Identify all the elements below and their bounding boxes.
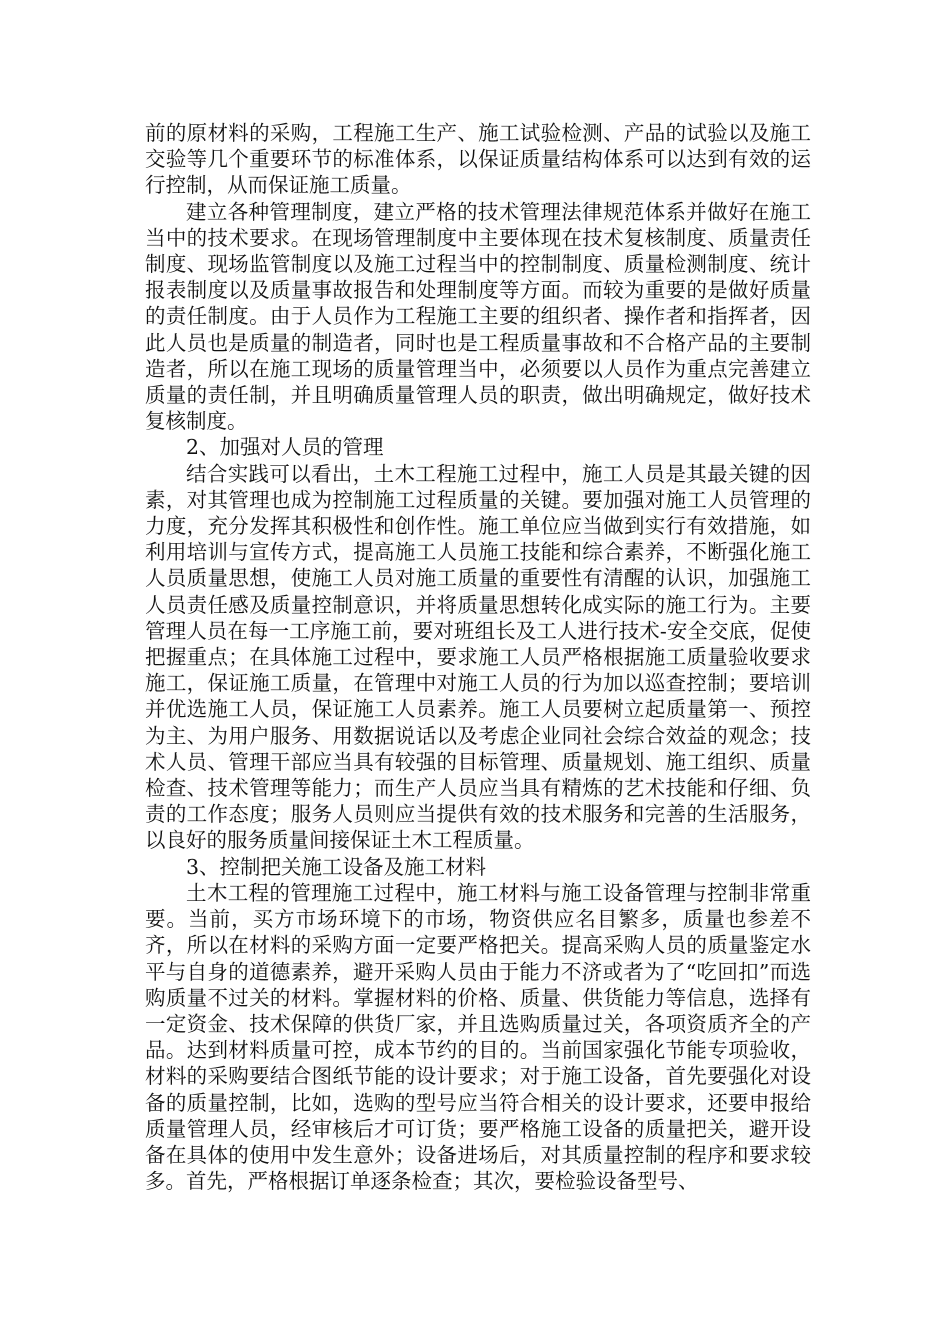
paragraph-personnel: 结合实践可以看出，土木工程施工过程中，施工人员是其最关键的因素，对其管理也成为控制施工过程质量的关键。要加强对施工人员管理的力度，充分发挥其积极性和创作性。施工单位应当做到实行有效措施，如利用培训与宣传方式，提高施工人员施工技能和综合素养，不断强化施工人员质量思想，使施工人员对施工质量的重要性有清醒的认识，加强施工人员责任感及质量控制意识，并将质量思想转化成实际的施工行为。主要管理人员在每一工序施工前，要对班组长及工人进行技术-安全交底，促使把握重点；在具体施工过程中，要求施工人员严格根据施工质量验收要求施工，保证施工质量，在管理中对施工人员的行为加以巡查控制；要培训并优选施工人员，保证施工人员素养。施工人员要树立起质量第一、预控为主、为用户服务、用数据说话以及考虑企业同社会综合效益的观念；技术人员、管理干部应当具有较强的目标管理、质量规划、施工组织、质量检查、技术管理等能力；而生产人员应当具有精炼的艺术技能和仔细、负责的工作态度；服务人员则应当提供有效的技术服务和完善的生活服务，以良好的服务质量间接保证土木工程质量。 (145, 461, 811, 853)
paragraph-continuation: 前的原材料的采购，工程施工生产、施工试验检测、产品的试验以及施工交验等几个重要环节的标准体系，以保证质量结构体系可以达到有效的运行控制，从而保证施工质量。 (145, 121, 811, 198)
paragraph-management-system: 建立各种管理制度，建立严格的技术管理法律规范体系并做好在施工当中的技术要求。在现场管理制度中主要体现在技术复核制度、质量责任制度、现场监管制度以及施工过程当中的控制制度、质量检测制度、统计报表制度以及质量事故报告和处理制度等方面。而较为重要的是做好质量的责任制度。由于人员作为工程施工主要的组织者、操作者和指挥者，因此人员也是质量的制造者，同时也是工程质量事故和不合格产品的主要制造者，所以在施工现场的质量管理当中，必须要以人员作为重点完善建立质量的责任制，并且明确质量管理人员的职责，做出明确规定，做好技术复核制度。 (145, 199, 811, 434)
document-page (145, 120, 811, 1194)
section-heading-equipment-materials: 3、控制把关施工设备及施工材料 (186, 854, 487, 879)
paragraph-equipment-materials: 土木工程的管理施工过程中，施工材料与施工设备管理与控制非常重要。当前，买方市场环境下的市场，物资供应名目繁多，质量也参差不齐，所以在材料的采购方面一定要严格把关。提高采购人员的质量鉴定水平与自身的道德素养，避开采购人员由于能力不济或者为了“吃回扣”而选购质量不过关的材料。掌握材料的价格、质量、供货能力等信息，选择有一定资金、技术保障的供货厂家，并且选购质量过关，各项资质齐全的产品。达到材料质量可控，成本节约的目的。当前国家强化节能专项验收，材料的采购要结合图纸节能的设计要求；对于施工设备，首先要强化对设备的质量控制，比如，选购的型号应当符合相关的设计要求，还要申报给质量管理人员，经审核后才可订货；要严格施工设备的质量把关，避开设备在具体的使用中发生意外；设备进场后，对其质量控制的程序和要求较多。首先，严格根据订单逐条检查；其次，要检验设备型号、 (145, 880, 811, 1194)
section-heading-personnel: 2、加强对人员的管理 (186, 435, 384, 460)
